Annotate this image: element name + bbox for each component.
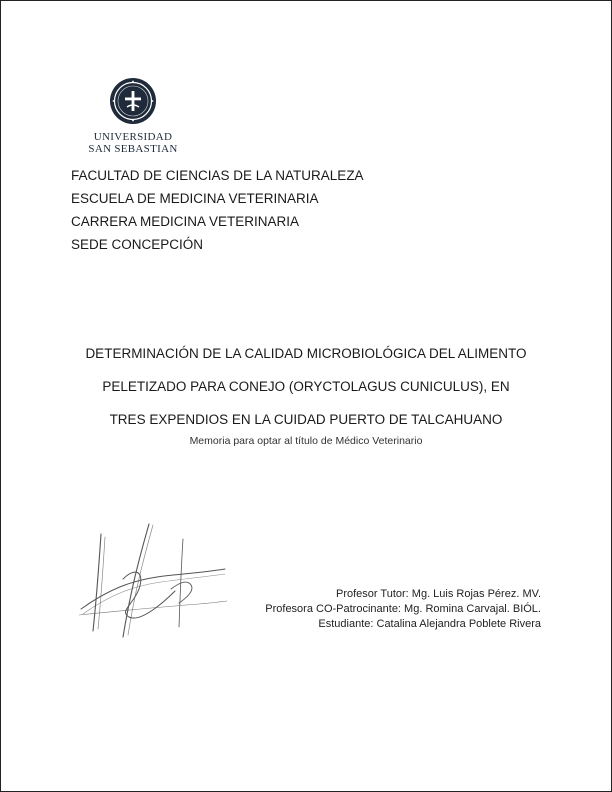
handwritten-signature-icon — [79, 519, 229, 644]
university-logo — [83, 77, 183, 155]
university-name — [83, 131, 183, 155]
faculty-line: ESCUELA DE MEDICINA VETERINARIA — [71, 191, 319, 206]
thesis-subtitle: Memoria para optar al título de Médico Veterinario — [189, 435, 423, 447]
credits-block — [265, 587, 541, 632]
thesis-title-line: PELETIZADO PARA CONEJO (ORYCTOLAGUS CUNICULUS), EN — [102, 379, 510, 394]
university-seal-icon — [109, 77, 157, 125]
credit-line-tutor: Profesor Tutor: Mg. Luis Rojas Pérez. MV. — [335, 588, 541, 600]
credit-line-student: Estudiante: Catalina Alejandra Poblete Rivera — [318, 618, 541, 630]
faculty-line: SEDE CONCEPCIÓN — [71, 237, 204, 252]
thesis-title — [1, 337, 611, 436]
faculty-block — [71, 164, 364, 256]
university-name-line-2: SAN SEBASTIAN — [88, 143, 178, 155]
signature — [79, 519, 229, 649]
university-name-line-1: UNIVERSIDAD — [93, 131, 173, 143]
thesis-title-line: TRES EXPENDIOS EN LA CUIDAD PUERTO DE TALCAHUANO — [109, 412, 503, 427]
credit-line-co-sponsor: Profesora CO-Patrocinante: Mg. Romina Carvajal. BIÓL. — [265, 603, 541, 615]
faculty-line: CARRERA MEDICINA VETERINARIA — [71, 214, 300, 229]
faculty-line: FACULTAD DE CIENCIAS DE LA NATURALEZA — [71, 168, 364, 183]
thesis-title-line: DETERMINACIÓN DE LA CALIDAD MICROBIOLÓGICA DEL ALIMENTO — [85, 346, 527, 361]
